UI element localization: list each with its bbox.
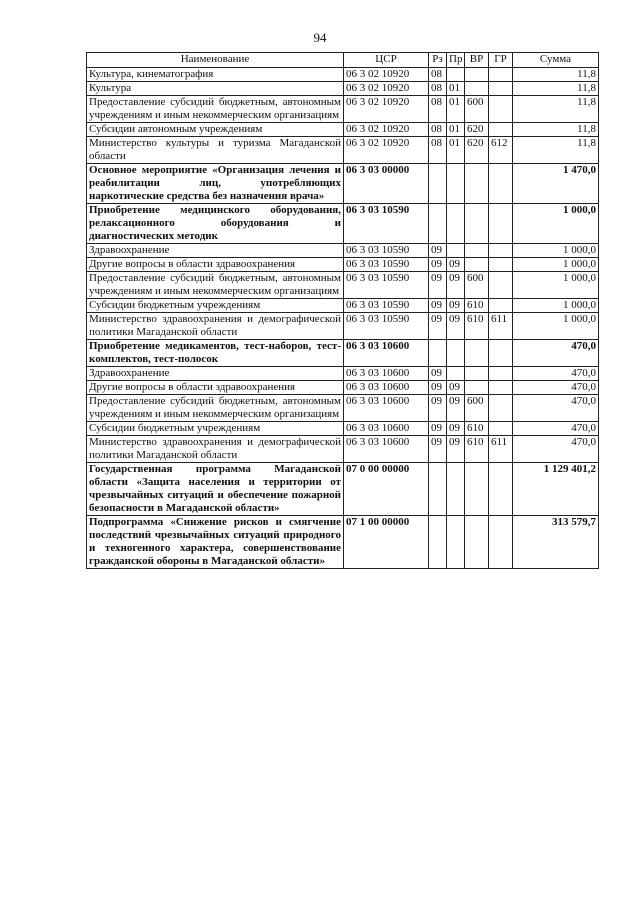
cell-csr: 06 3 03 10600	[344, 436, 429, 463]
cell-csr: 06 3 03 10590	[344, 299, 429, 313]
cell-pr: 09	[447, 395, 465, 422]
cell-rz: 08	[429, 96, 447, 123]
cell-gr	[489, 204, 513, 244]
cell-gr	[489, 340, 513, 367]
cell-vr	[465, 516, 489, 569]
cell-csr: 06 3 03 00000	[344, 164, 429, 204]
cell-name: Министерство культуры и туризма Магаданской области	[87, 137, 344, 164]
cell-vr: 600	[465, 395, 489, 422]
cell-sum: 470,0	[513, 340, 599, 367]
cell-sum: 1 000,0	[513, 272, 599, 299]
cell-name: Культура, кинематография	[87, 68, 344, 82]
cell-gr	[489, 82, 513, 96]
cell-gr: 611	[489, 313, 513, 340]
cell-vr: 620	[465, 137, 489, 164]
table-row	[87, 367, 599, 381]
cell-gr	[489, 164, 513, 204]
table-row	[87, 164, 599, 204]
cell-gr	[489, 272, 513, 299]
cell-csr: 06 3 03 10590	[344, 258, 429, 272]
cell-rz: 08	[429, 82, 447, 96]
cell-csr: 07 1 00 00000	[344, 516, 429, 569]
cell-pr: 09	[447, 272, 465, 299]
cell-vr: 610	[465, 299, 489, 313]
cell-name: Другие вопросы в области здравоохранения	[87, 381, 344, 395]
cell-name: Другие вопросы в области здравоохранения	[87, 258, 344, 272]
cell-csr: 06 3 02 10920	[344, 68, 429, 82]
cell-sum: 11,8	[513, 82, 599, 96]
cell-csr: 06 3 02 10920	[344, 96, 429, 123]
cell-csr: 07 0 00 00000	[344, 463, 429, 516]
cell-vr	[465, 204, 489, 244]
cell-name: Приобретение медикаментов, тест-наборов, тест-комплектов, тест-полосок	[87, 340, 344, 367]
cell-gr	[489, 123, 513, 137]
cell-csr: 06 3 03 10600	[344, 340, 429, 367]
cell-rz	[429, 463, 447, 516]
cell-rz	[429, 164, 447, 204]
cell-name: Министерство здравоохранения и демографической политики Магаданской области	[87, 313, 344, 340]
cell-rz: 09	[429, 258, 447, 272]
cell-rz: 09	[429, 381, 447, 395]
cell-pr: 09	[447, 436, 465, 463]
cell-csr: 06 3 02 10920	[344, 137, 429, 164]
cell-csr: 06 3 03 10590	[344, 244, 429, 258]
cell-sum: 11,8	[513, 68, 599, 82]
cell-sum: 11,8	[513, 123, 599, 137]
cell-pr	[447, 463, 465, 516]
cell-sum: 470,0	[513, 395, 599, 422]
cell-gr	[489, 395, 513, 422]
cell-csr: 06 3 02 10920	[344, 82, 429, 96]
cell-name: Культура	[87, 82, 344, 96]
cell-rz: 09	[429, 436, 447, 463]
cell-pr	[447, 164, 465, 204]
table-row	[87, 516, 599, 569]
cell-rz: 09	[429, 422, 447, 436]
cell-rz	[429, 204, 447, 244]
table-row	[87, 436, 599, 463]
cell-gr	[489, 299, 513, 313]
cell-pr	[447, 68, 465, 82]
cell-pr: 01	[447, 137, 465, 164]
cell-gr	[489, 244, 513, 258]
cell-gr	[489, 422, 513, 436]
cell-vr	[465, 68, 489, 82]
cell-rz: 08	[429, 68, 447, 82]
column-header-rz: Рз	[429, 53, 447, 68]
column-header-name: Наименование	[87, 53, 344, 68]
cell-sum: 1 000,0	[513, 313, 599, 340]
cell-pr: 01	[447, 96, 465, 123]
cell-pr: 09	[447, 258, 465, 272]
cell-rz: 09	[429, 272, 447, 299]
cell-gr: 611	[489, 436, 513, 463]
cell-csr: 06 3 03 10600	[344, 367, 429, 381]
cell-sum: 470,0	[513, 422, 599, 436]
cell-vr: 620	[465, 123, 489, 137]
cell-csr: 06 3 03 10590	[344, 313, 429, 340]
column-header-gr: ГР	[489, 53, 513, 68]
cell-sum: 1 000,0	[513, 204, 599, 244]
cell-name: Государственная программа Магаданской области «Защита населения и территории от чрезвычайных ситуаций и обеспечение пожарной безопасности в Магаданской области»	[87, 463, 344, 516]
column-header-csr: ЦСР	[344, 53, 429, 68]
cell-gr	[489, 516, 513, 569]
cell-rz	[429, 516, 447, 569]
table-row	[87, 123, 599, 137]
cell-sum: 470,0	[513, 381, 599, 395]
column-header-pr: Пр	[447, 53, 465, 68]
cell-name: Предоставление субсидий бюджетным, автономным учреждениям и иным некоммерческим организациям	[87, 96, 344, 123]
cell-csr: 06 3 03 10590	[344, 272, 429, 299]
table-row	[87, 340, 599, 367]
cell-sum: 11,8	[513, 137, 599, 164]
cell-pr: 01	[447, 123, 465, 137]
cell-rz: 09	[429, 299, 447, 313]
cell-pr: 09	[447, 422, 465, 436]
cell-vr	[465, 463, 489, 516]
cell-name: Субсидии бюджетным учреждениям	[87, 422, 344, 436]
table-row	[87, 96, 599, 123]
cell-pr: 01	[447, 82, 465, 96]
cell-gr	[489, 258, 513, 272]
cell-vr: 610	[465, 436, 489, 463]
cell-rz: 09	[429, 313, 447, 340]
table-row	[87, 463, 599, 516]
table-row	[87, 381, 599, 395]
table-row	[87, 204, 599, 244]
cell-sum: 313 579,7	[513, 516, 599, 569]
cell-name: Здравоохранение	[87, 367, 344, 381]
cell-name: Подпрограмма «Снижение рисков и смягчение последствий чрезвычайных ситуаций природного и техногенного характера, совершенствование гражданской обороны в Магаданской области»	[87, 516, 344, 569]
cell-vr: 600	[465, 96, 489, 123]
cell-rz: 08	[429, 123, 447, 137]
cell-rz: 09	[429, 244, 447, 258]
table-row	[87, 68, 599, 82]
cell-pr	[447, 244, 465, 258]
cell-pr: 09	[447, 299, 465, 313]
cell-gr	[489, 96, 513, 123]
cell-vr: 610	[465, 422, 489, 436]
page-number: 94	[313, 30, 327, 45]
table-row	[87, 422, 599, 436]
cell-name: Субсидии бюджетным учреждениям	[87, 299, 344, 313]
cell-pr: 09	[447, 381, 465, 395]
cell-csr: 06 3 03 10590	[344, 204, 429, 244]
cell-sum: 1 129 401,2	[513, 463, 599, 516]
cell-rz	[429, 340, 447, 367]
cell-vr	[465, 258, 489, 272]
cell-csr: 06 3 02 10920	[344, 123, 429, 137]
column-header-vr: ВР	[465, 53, 489, 68]
table-row	[87, 82, 599, 96]
cell-gr: 612	[489, 137, 513, 164]
cell-sum: 470,0	[513, 367, 599, 381]
cell-vr	[465, 381, 489, 395]
cell-vr	[465, 244, 489, 258]
cell-gr	[489, 68, 513, 82]
cell-sum: 470,0	[513, 436, 599, 463]
cell-csr: 06 3 03 10600	[344, 381, 429, 395]
table-row	[87, 137, 599, 164]
cell-vr: 600	[465, 272, 489, 299]
table-header-row	[87, 53, 599, 68]
column-header-sum: Сумма	[513, 53, 599, 68]
cell-name: Министерство здравоохранения и демографической политики Магаданской области	[87, 436, 344, 463]
cell-name: Субсидии автономным учреждениям	[87, 123, 344, 137]
budget-table	[86, 52, 599, 569]
cell-name: Предоставление субсидий бюджетным, автономным учреждениям и иным некоммерческим организациям	[87, 272, 344, 299]
cell-gr	[489, 463, 513, 516]
cell-vr	[465, 367, 489, 381]
table-row	[87, 258, 599, 272]
cell-gr	[489, 381, 513, 395]
cell-name: Здравоохранение	[87, 244, 344, 258]
cell-sum: 11,8	[513, 96, 599, 123]
cell-csr: 06 3 03 10600	[344, 395, 429, 422]
table-row	[87, 395, 599, 422]
table-row	[87, 313, 599, 340]
cell-sum: 1 470,0	[513, 164, 599, 204]
cell-gr	[489, 367, 513, 381]
cell-pr	[447, 340, 465, 367]
cell-name: Предоставление субсидий бюджетным, автономным учреждениям и иным некоммерческим организациям	[87, 395, 344, 422]
cell-rz: 08	[429, 137, 447, 164]
cell-name: Приобретение медицинского оборудования, релаксационного оборудования и диагностических методик	[87, 204, 344, 244]
cell-pr	[447, 204, 465, 244]
table-row	[87, 299, 599, 313]
cell-pr: 09	[447, 313, 465, 340]
cell-vr	[465, 82, 489, 96]
cell-sum: 1 000,0	[513, 258, 599, 272]
cell-vr	[465, 164, 489, 204]
cell-csr: 06 3 03 10600	[344, 422, 429, 436]
cell-rz: 09	[429, 395, 447, 422]
cell-name: Основное мероприятие «Организация лечения и реабилитации лиц, употребляющих наркотические средства без назначения врача»	[87, 164, 344, 204]
cell-vr	[465, 340, 489, 367]
cell-pr	[447, 516, 465, 569]
cell-rz: 09	[429, 367, 447, 381]
cell-sum: 1 000,0	[513, 244, 599, 258]
table-row	[87, 272, 599, 299]
cell-vr: 610	[465, 313, 489, 340]
cell-pr	[447, 367, 465, 381]
table-row	[87, 244, 599, 258]
cell-sum: 1 000,0	[513, 299, 599, 313]
